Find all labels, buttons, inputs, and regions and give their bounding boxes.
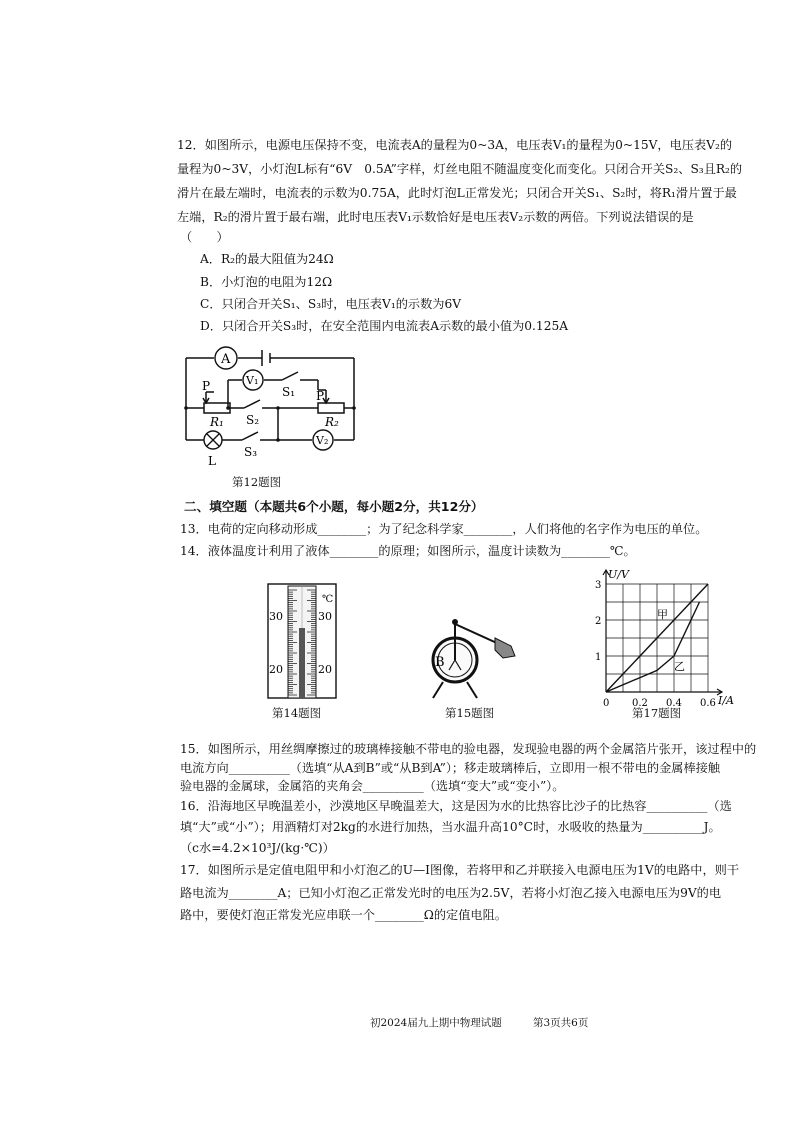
q12-line-5: （ ） bbox=[180, 230, 229, 244]
s2-label: S₂ bbox=[246, 413, 260, 427]
q12-line-3: 滑片在最左端时，电流表的示数为0.75A，此时灯泡L正常发光；只闭合开关S₁、S₂时，将R₁滑片置于最 bbox=[177, 186, 737, 200]
y-tick-label: 1 bbox=[595, 652, 602, 663]
q12-line-1: 12．如图所示，电源电压保持不变，电流表A的量程为0~3A，电压表V₁的量程为0~15V，电压表V₂的 bbox=[177, 138, 733, 152]
fig17-caption: 第17题图 bbox=[632, 706, 682, 720]
ui-chart bbox=[588, 566, 738, 708]
q15-line-1: 15．如图所示，用丝绸摩擦过的玻璃棒接触不带电的验电器，发现验电器的两个金属箔片张开，该过程中的 bbox=[180, 742, 757, 756]
x-tick-label: 0 bbox=[603, 698, 610, 708]
lamp-label: L bbox=[208, 454, 216, 468]
s1-label: S₁ bbox=[282, 385, 296, 399]
therm-20-right: 20 bbox=[318, 663, 332, 676]
p2-label: P bbox=[316, 389, 325, 403]
q14-line: 14．液体温度计利用了液体________的原理；如图所示，温度计读数为________℃。 bbox=[180, 544, 636, 558]
q12-option-c: C．只闭合开关S₁、S₃时，电压表V₁的示数为6V bbox=[200, 297, 462, 311]
series-line-yi bbox=[606, 602, 700, 692]
therm-unit: ℃ bbox=[322, 594, 334, 605]
electroscope-figure bbox=[425, 612, 525, 702]
q17-line-3: 路中，要使灯泡正常发光应串联一个________Ω的定值电阻。 bbox=[180, 908, 507, 922]
q12-line-2: 量程为0~3V，小灯泡L标有“6V 0.5A”字样，灯丝电阻不随温度变化而变化。只闭合开关S₂、S₃且R₂的 bbox=[177, 162, 743, 176]
q12-option-b: B．小灯泡的电阻为12Ω bbox=[200, 275, 333, 289]
fig14-caption: 第14题图 bbox=[272, 706, 322, 720]
series-label-yi: 乙 bbox=[674, 660, 685, 673]
q17-line-1: 17．如图所示是定值电阻甲和小灯泡乙的U—I图像，若将甲和乙并联接入电源电压为1V的电路中，则干 bbox=[180, 863, 740, 877]
therm-20-left: 20 bbox=[269, 663, 283, 676]
electroscope-b-label: B bbox=[435, 655, 445, 670]
r1-label: R₁ bbox=[210, 415, 224, 429]
q16-line-2: 填“大”或“小”）；用酒精灯对2kg的水进行加热，当水温升高10°C时，水吸收的热量为__________J。 bbox=[180, 820, 721, 834]
fig15-caption: 第15题图 bbox=[445, 706, 495, 720]
x-tick-label: 0.2 bbox=[632, 698, 648, 708]
fig12-caption: 第12题图 bbox=[232, 475, 282, 489]
q13-line: 13．电荷的定向移动形成________；为了纪念科学家________，人们将他的名字作为电压的单位。 bbox=[180, 522, 708, 536]
footer-exam-title: 初2024届九上期中物理试题 bbox=[370, 1017, 502, 1029]
x-tick-label: 0.4 bbox=[666, 698, 682, 708]
v2-label: V₂ bbox=[316, 434, 329, 447]
s3-label: S₃ bbox=[244, 445, 258, 459]
x-tick-label: 0.6 bbox=[700, 698, 716, 708]
q12-option-d: D．只闭合开关S₃时，在安全范围内电流表A示数的最小值为0.125A bbox=[200, 319, 568, 333]
section2-title: 二、填空题（本题共6个小题，每小题2分，共12分） bbox=[184, 499, 484, 514]
y-axis-label: U/V bbox=[608, 568, 629, 581]
q15-line-3: 验电器的金属球，金属箔的夹角会__________（选填“变大”或“变小”）。 bbox=[180, 779, 565, 793]
therm-30-right: 30 bbox=[318, 610, 332, 623]
q12-line-4: 左端，R₂的滑片置于最右端，此时电压表V₁示数恰好是电压表V₂示数的两倍。下列说法错误的是 bbox=[177, 210, 694, 224]
x-axis-label: I/A bbox=[718, 694, 734, 707]
y-tick-label: 3 bbox=[595, 580, 602, 591]
series-label-jia: 甲 bbox=[657, 608, 668, 621]
therm-30-left: 30 bbox=[269, 610, 283, 623]
v1-label: V₁ bbox=[246, 374, 259, 387]
q17-line-2: 路电流为________A；已知小灯泡乙正常发光时的电压为2.5V，若将小灯泡乙接入电源电压为9V的电 bbox=[180, 886, 722, 900]
ammeter-label: A bbox=[221, 352, 231, 367]
q16-line-3: （c水=4.2×10³J/(kg·℃)） bbox=[180, 841, 335, 855]
thermometer-figure bbox=[260, 580, 350, 702]
q15-line-2: 电流方向__________（选填“从A到B”或“从B到A”）；移走玻璃棒后，立即用一根不带电的金属棒接触 bbox=[180, 761, 721, 775]
q12-option-a: A．R₂的最大阻值为24Ω bbox=[200, 252, 334, 266]
r2-label: R₂ bbox=[325, 415, 339, 429]
footer-page-number: 第3页共6页 bbox=[533, 1017, 589, 1029]
p1-label: P bbox=[202, 379, 211, 393]
q16-line-1: 16．沿海地区早晚温差小，沙漠地区早晚温差大，这是因为水的比热容比沙子的比热容__________（选 bbox=[180, 799, 732, 813]
y-tick-label: 2 bbox=[595, 616, 602, 627]
circuit-diagram bbox=[178, 340, 378, 472]
